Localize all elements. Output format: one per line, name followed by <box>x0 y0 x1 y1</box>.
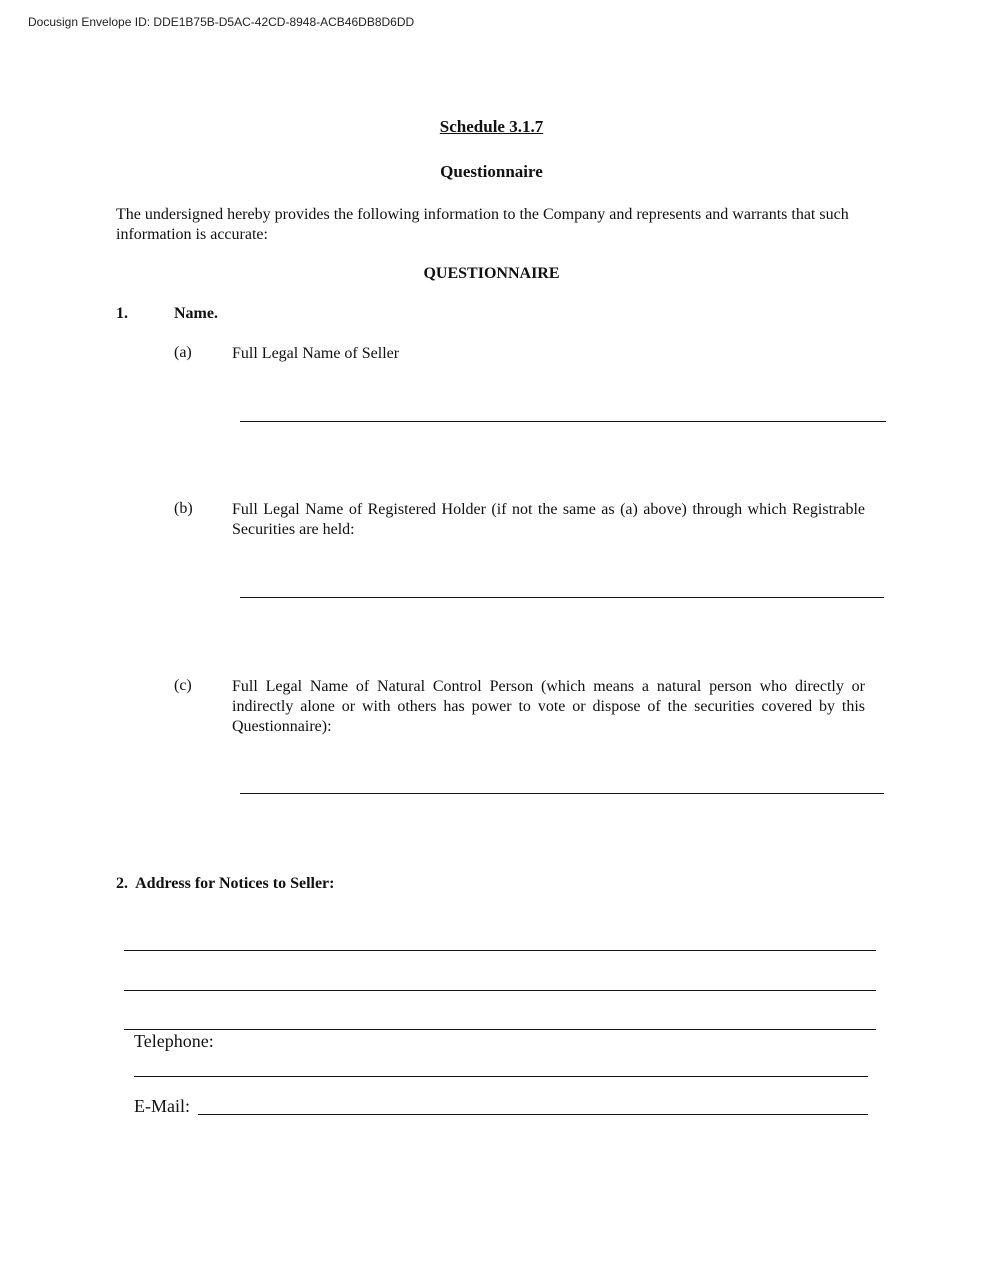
control-person-field[interactable] <box>240 793 884 794</box>
schedule-title: Schedule 3.1.7 <box>439 117 544 136</box>
telephone-label: Telephone: <box>134 1031 214 1051</box>
item-a-label: (a) <box>174 344 192 361</box>
section-2-title: 2. Address for Notices to Seller: <box>116 875 335 892</box>
seller-name-field[interactable] <box>240 421 886 422</box>
section-1-number: 1. <box>116 305 128 322</box>
envelope-id: Docusign Envelope ID: DDE1B75B-D5AC-42CD-8948-ACB46DB8D6DD <box>28 15 415 29</box>
address-line-3-field[interactable] <box>124 1029 876 1030</box>
item-b-label: (b) <box>174 500 193 517</box>
item-a-text: Full Legal Name of Seller <box>232 345 400 362</box>
section-1-title: Name. <box>174 305 218 322</box>
item-c-text: Full Legal Name of Natural Control Person (which means a natural person who directly or indirectly alone or with others has power to vote or dispose of the securities covered by this Questionnaire): <box>232 678 865 735</box>
email-field[interactable] <box>198 1114 868 1115</box>
intro-paragraph: The undersigned hereby provides the following information to the Company and represents and warrants that such information is accurate: <box>116 206 849 243</box>
telephone-field[interactable] <box>134 1076 868 1077</box>
item-b-text: Full Legal Name of Registered Holder (if not the same as (a) above) through which Registrable Securities are held: <box>232 501 865 538</box>
address-line-1-field[interactable] <box>124 950 876 951</box>
address-line-2-field[interactable] <box>124 990 876 991</box>
email-label: E-Mail: <box>134 1096 190 1116</box>
item-c-label: (c) <box>174 677 192 694</box>
questionnaire-heading: QUESTIONNAIRE <box>423 265 560 282</box>
registered-holder-field[interactable] <box>240 597 884 598</box>
questionnaire-subtitle: Questionnaire <box>440 162 543 181</box>
